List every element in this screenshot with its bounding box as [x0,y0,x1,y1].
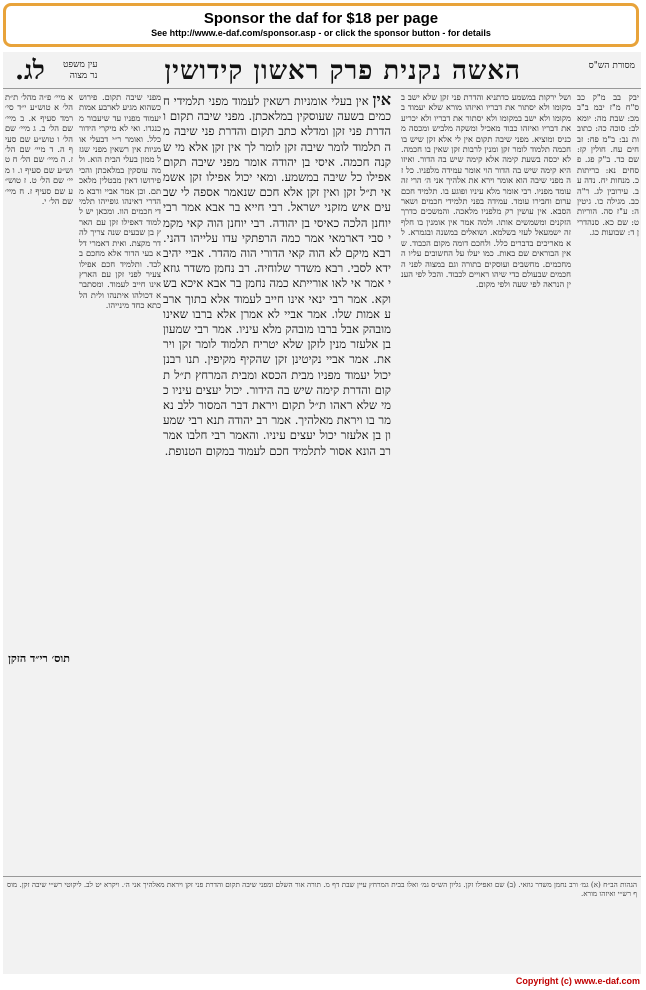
page-title: האשה נקנית פרק ראשון קידושין [164,56,521,86]
sponsor-banner[interactable] [3,3,639,47]
bottom-notes-text: הגהות הב״ח (א) גמ׳ ורב נחמן משדר גוזאי. (ב) שם ואפילו זקן. גליון הש״ס גמ׳ ואלו בבית המרחץ עיין שבת דף מ. תורה אור השלם ומפני שיבה תקום והדרת פני זקן ויראת מאלהיך אני ה׳. ויקרא יט לב. ליקוטי רש״י שיבה זקן. מוסף רש״י ואיזהו מורא. [7,880,637,898]
ein-mishpat-text: א מיי׳ פ״ה מהל׳ ת״ת הל׳ א טוש״ע י״ד סי׳ רמד סעיף א. ב מיי׳ שם הל׳ ב. ג מיי׳ שם הל׳ ו טוש״ע שם סעיף ה. ד מיי׳ שם הל׳ ז. ה מיי׳ שם הל׳ ח טוש״ע שם סעיף ו. ו מיי׳ שם הל׳ ט. ז טוש״ע שם סעיף ז. ח מיי׳ שם הל׳ י. [5,92,73,207]
sponsor-banner-subtitle[interactable]: See http://www.e-daf.com/sponsor.asp - or click the sponsor button - for details [151,28,491,38]
copyright-link[interactable]: Copyright (c) www.e-daf.com [515,976,640,986]
daf-number: לג. [15,56,45,86]
tosafot-rid-heading: תוס׳ רי״ד הזקן [8,652,70,665]
ein-mishpat-column [5,92,73,652]
gemara-text [163,92,391,459]
page-header [3,54,641,86]
rashi-text: ושל ירקות במשמע כדתניא והדרת פני זקן שלא ישב במקומו ולא יסתור את דבריו ואיזהו מורא שלא יעמוד במקומו ולא ישב במקומו ולא יסתור את דבריו ולא יכריע את דבריו ואיזהו כבוד מאכיל ומשקה מלביש ומכסה מכניס ומוציא. מפני שיבה תקום אין לי אלא זקן שיש בו חכמה תלמוד לומר זקן ומנין לרבות זקן שאין בו חכמה. לא יכסה בשעת קימה אלא קימה שיש בה הדור. ואיזו היא קימה שיש בה הדור הוי אומר עמידה מלפניו. כל זה מפני שיבה הוא אומר וירא את אלהיך אני ה׳ הרי זה עומד מפניו. רבי אומר מלא עיניו ופוגע בו. תלמיד חכם ערום וחבירו עומד. עמידה בפני תלמידי חכמים ושאר הסבא. אין עושין רק מלפניו מלאכה. והמשכים כדרך הזקנים ומשמשים אותו. ולמה אמר אין אומנין בו חלף זה ישמעאל לעזי בשלמא. ושואלים במשנה ובגמרא. לא מאריכים בדברים כלל. ולחכם דומה מקום הכבוד. שאין הבוראים שם באות. כמו יעלו על החשובים עליו המחכמים. מחשבים ועוסקים בתורה וגם במצוה לפני החכמים שבעולם כדי שיהו ראויים לכבוד. והכל לפי הענין הנראה לפי שעה ולפי מקום. [401,92,571,290]
gemara-column [163,92,391,822]
massoret-column [577,92,639,792]
ein-mishpat-label-line1: עין משפט [63,60,98,70]
ein-mishpat-label-line2: נר מצוה [69,71,98,81]
sponsor-banner-title: Sponsor the daf for $18 per page [203,10,439,27]
massoret-text: יבק בב מ"ק כב ס"ח מ"ז יבמ ב"ב מכ: שבת מה: יומא לב: סוכה כה: כתובות נב: ב"מ פח: זבחים עח. חולין קז: שם כד. ב"ק פג. פסחים נא: כריתות כ. מנחות יח. נדה עב. עירובין לג. ר"ה כב. מגילה כו. גיטין ה: ע"ז סה. הוריות ט: שם כא. סנהדרין ד: שבועות כג. [577,92,639,238]
tosafot-rid-box [5,652,73,912]
gemara-body: אין בעלי אומניות רשאין לעמוד מפני תלמידי חכמים בשעה שעוסקין במלאכתן. מפני שיבה תקום והדרת פני זקן ומדלא כתב תקום והדרת פני שיבה מה תלמוד לומר שיבה זקן לומר לך אין זקן אלא מי שקנה חכמה. איסי בן יהודה אומר מפני שיבה תקום אפילו כל שיבה במשמע. ומאי יכול אפילו זקן אשמאי ת״ל זקן ואין זקן אלא חכם שנאמר אספה לי שבעים איש מזקני ישראל. רבי חייא בר אבא אמר רבי יוחנן הלכה כאיסי בן יהודה. רבי יוחנן הוה קאי מקמי סבי דארמאי אמר כמה הרפתקי עדו עלייהו דהני. רבא מיקם לא הוה קאי הדורי הוה מהדר. אביי יהיב ידא לסבי. רבא משדר שלוחיה. רב נחמן משדר גוזאי אמר אי לאו אורייתא כמה נחמן בר אבא איכא בשוקא. אמר רבי ינאי אינו חייב לעמוד אלא בתוך ארבע אמות שלו. אמר אביי לא אמרן אלא ברבו שאינו מובהק אבל ברבו מובהק מלא עיניו. אמר רבי שמעון בן אלעזר מנין לזקן שלא יטריח תלמוד לומר זקן ויראת. אמר אביי נקיטינן זקן שהקיף מקיפין. תנו רבנן יכול יעמוד מפניו מבית הכסא ומבית המרחץ ת״ל תקום והדרת קימה שיש בה הידור. יכול יעצים עיניו כמי שלא ראהו ת״ל תקום ויראת דבר המסור ללב נאמר בו ויראת מאלהיך. אמר רב יהודה תנא רבי שמעון בן אלעזר יכול יעצים עיניו. והאמר רבי חלבו אמר רב הונא אסור לתלמיד חכם לעמוד במקום הטנופת. [163,94,391,458]
bottom-notes [7,880,637,960]
massoret-label: מסורת הש"ס [588,61,635,71]
rashi-column [401,92,571,872]
tosafot-column [79,92,161,832]
opening-word: אין [372,92,391,109]
tosafot-text: מפני שיבה תקום. פירוש כשהוא מגיע לארבע אמות יעמוד מפניו עד שיעבור מכנגדו. ואי לא מיקרי הידור כלל. ואומר ר״י דבעלי אומניות אין רשאין מפני שגזל ממון בעלי הבית הוא. ולמה עוסקין במלאכתן והכי פירושו דאין מבטלין מלאכתם. וכן אמר אביי ורבא מהדרי דאינהו גופייהו תלמידי חכמים הוו. ומכאן יש ללמוד דאפילו זקן עם הארץ בן שבעים שנה צריך להדר מקצת. ואית דאמרי דלא בעי הדור אלא מחכם בלבד. ותלמיד חכם אפילו צעיר לפני זקן עם הארץ אינו חייב לעמוד. ומסתברא דכולהו איתנהו ולית הלכתא כחד מינייהו. [79,92,161,311]
ein-mishpat-label [63,60,97,82]
talmud-page [3,52,641,974]
